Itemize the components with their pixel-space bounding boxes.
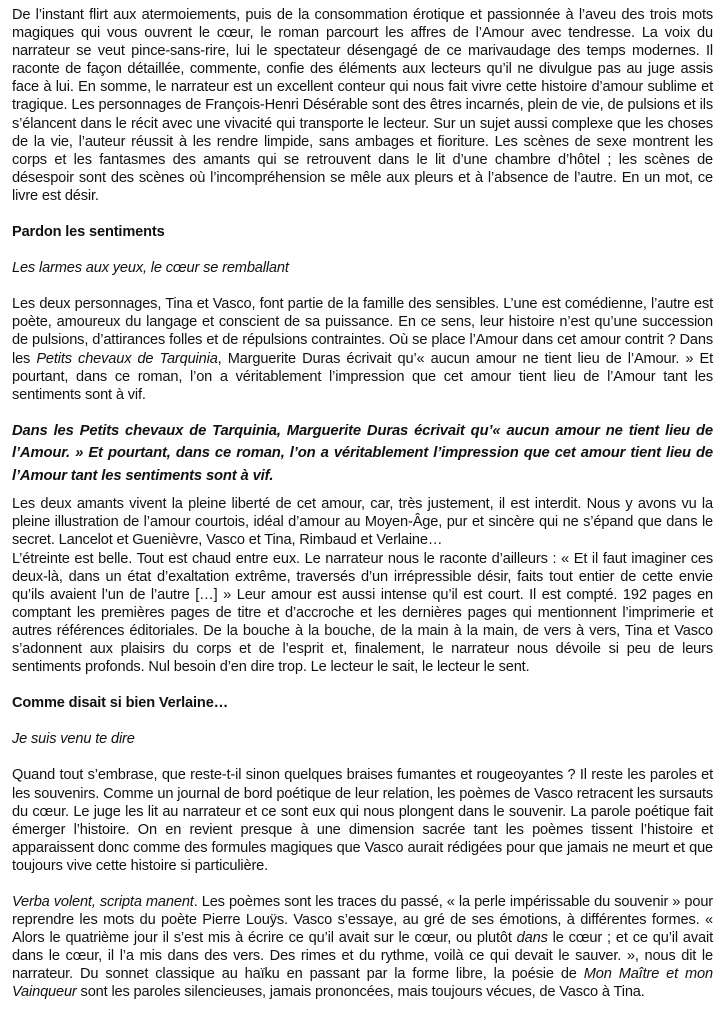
section-heading-verlaine: Comme disait si bien Verlaine… bbox=[12, 695, 229, 712]
section-heading-pardon: Pardon les sentiments bbox=[12, 224, 165, 241]
book-title-tarquinia: Petits chevaux de Tarquinia bbox=[36, 350, 218, 367]
book-title-maitre: Mon Maître et mon Vainqueur bbox=[12, 966, 713, 1001]
pull-quote: Dans les Petits chevaux de Tarquinia, Marguerite Duras écrivait qu’« aucun amour ne tient lieu de l’Amour. » Et pourtant, dans ce roman, l’on a véritablement l’impression que cet amour tient lieu de l’Amour tant les sentiments sont à vif. bbox=[12, 422, 713, 484]
paragraph-personnages bbox=[12, 295, 713, 404]
text-run: le cœur ; et ce qu’il avait dans le cœur, il l’a mis dans des vers. Des rimes et du rythme, voilà ce qui devait le sauver. », nous dit le narrateur. Du sonnet classique au haïku en passant par la forme libre, la poésie de bbox=[12, 930, 713, 983]
text-run: , Marguerite Duras écrivait qu’« aucun amour ne tient lieu de l’Amour. » Et pourtant, dans ce roman, l’on a véritablement l’impression que cet amour tient lieu de l’Amour tant les sentiments sont à vif. bbox=[12, 350, 713, 403]
emphasis-dans: dans bbox=[516, 930, 548, 947]
paragraph-embrase: Quand tout s’embrase, que reste-t-il sinon quelques braises fumantes et rougeoyantes ? Il reste les paroles et les souvenirs. Comme un journal de bord poétique de leur relation, les poèmes de Vasco retracent les sursauts du cœur. Le juge les lit au narrateur et ce sont eux qui nous plongent dans le souvenir. La parole poétique fait émerger l’histoire. On en revient presque à une dimension sacrée tant les poèmes tissent l’histoire et apparaissent donc comme des formules magiques que Vasco aurait rédigées pour que jamais ne meurt et que toujours vive cette histoire si particulière. bbox=[12, 767, 713, 874]
latin-phrase: Verba volent, scripta manent bbox=[12, 893, 194, 910]
text-run: sont les paroles silencieuses, jamais prononcées, mais toujours vécues, de Vasco à Tina. bbox=[76, 984, 645, 1001]
intro-paragraph: De l’instant flirt aux atermoiements, puis de la consommation érotique et passionnée à l’aveu des trois mots magiques qui vous ouvrent le cœur, le roman parcourt les affres de l’Amour avec tendresse. La voix du narrateur se veut pince-sans-rire, lui le spectateur désengagé de ce marivaudage des temps modernes. Il raconte de façon détaillée, commente, confie des éléments aux lecteurs qu’il ne divulgue pas au juge assis face à lui. En somme, le narrateur est un excellent conteur qui nous fait vivre cette histoire d’amour sublime et tragique. Les personnages de François-Henri Désérable sont des êtres incarnés, plein de vie, de pulsions et ils s’élancent dans le récit avec une vivacité qui transporte le lecteur. Sur un sujet aussi complexe que les choses de la vie, l’auteur réussit à les rendre limpide, sans ambages et fioriture. Les scènes de sexe montrent les corps et les fantasmes des amants qui se retrouvent dans le lit d’une chambre d’hôtel ; les scènes de désespoir sont des scènes où l’incompréhension se mêle aux pleurs et à l’absence de l’autre. En un mot, ce livre est désir. bbox=[12, 7, 713, 204]
paragraph-verba bbox=[12, 893, 713, 1002]
section-subheading-venu: Je suis venu te dire bbox=[12, 731, 135, 748]
text-run: . Les poèmes sont les traces du passé, « la perle impérissable du souvenir » pour reprendre les mots du poète Pierre Louÿs. Vasco s’essaye, au gré de ses émotions, à différentes formes. « Alors le quatrième jour il s’est mis à écrire ce qu’il avait sur le cœur, ou plutôt bbox=[12, 893, 713, 947]
paragraph-amants: Les deux amants vivent la pleine liberté de cet amour, car, très justement, il est interdit. Nous y avons vu la pleine illustration de l’amour courtois, idéal d’amour au Moyen-Âge, pur et sincère qui ne s’épand que dans le secret. Lancelot et Guenièvre, Vasco et Tina, Rimbaud et Verlaine… bbox=[12, 496, 713, 549]
text-run: Les deux personnages, Tina et Vasco, font partie de la famille des sensibles. L’une est comédienne, l’autre est poète, amoureux du langage et conscient de sa puissance. En ce sens, leur histoire n’est qu’une succession de pulsions, d’attirances folles et de répulsions contraintes. Où se place l’Amour dans cet amour contrit ? Dans les bbox=[12, 296, 713, 367]
paragraph-etreinte: L’étreinte est belle. Tout est chaud entre eux. Le narrateur nous le raconte d’ailleurs : « Et il faut imaginer ces deux-là, dans un état d’exaltation extrême, traversés d’un irrépressible désir, faits tout entier de cette envie qu’ils avaient l’un de l’autre […] » Leur amour est aussi intense qu’il est court. Il est compté. 192 pages en comptant les premières pages de titre et d’accroche et les dernières pages qui mentionnent l’imprimerie et autres références éditoriales. De la bouche à la bouche, de la main à la main, de vers à vers, Tina et Vasco s’adonnent aux plaisirs du corps et de l’esprit et, finalement, le narrateur nous dévoile si peu de leurs sentiments profonds. Nul besoin d’en dire trop. Le lecteur le sait, le lecteur le sent. bbox=[12, 550, 713, 676]
section-subheading-larmes: Les larmes aux yeux, le cœur se remballant bbox=[12, 260, 289, 277]
